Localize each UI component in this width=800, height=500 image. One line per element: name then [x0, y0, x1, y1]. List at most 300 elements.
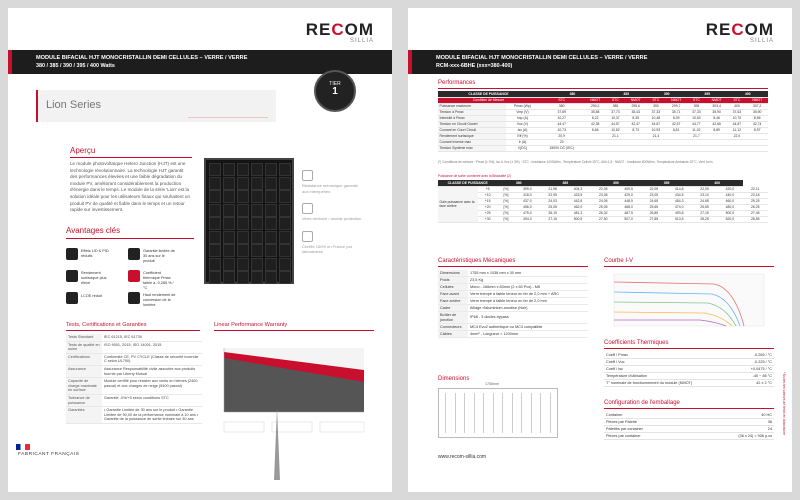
table-cell: 475,0	[515, 210, 540, 216]
cell-divider	[531, 393, 532, 433]
french-flag-icon	[16, 444, 30, 450]
table-cell: 25,65	[641, 204, 666, 210]
table-subheader-cell: STC	[606, 97, 625, 103]
panel-cell	[251, 177, 263, 190]
table-cell: 27,50	[591, 216, 616, 222]
table-cell: 8,73	[625, 127, 646, 133]
table-row	[66, 378, 202, 395]
table-cell: 37,73	[606, 109, 625, 115]
table-cell: 454,3	[667, 198, 692, 204]
vertical-note: *Toutes les valeurs de tests en laboratoire	[782, 372, 786, 435]
table-cell: +15	[478, 198, 497, 204]
advantage-item: Rendement surfacique plus élevé	[81, 271, 107, 285]
website-link[interactable]: www.recom-sillia.com	[438, 454, 487, 460]
recom-logo: RECOM SILLIA	[305, 20, 374, 44]
cell-divider	[445, 393, 446, 433]
stat-box	[320, 422, 364, 432]
table-cell: 11,12	[727, 127, 746, 133]
table-cell: 21,4	[646, 133, 665, 139]
table-cell: 434,5	[667, 192, 692, 198]
panel-cell	[279, 244, 291, 257]
row-group-label: Gain puissance avec la face arrière	[438, 186, 478, 222]
panel-cell	[223, 271, 235, 284]
banner-accent	[8, 50, 12, 74]
table-cell: Cadre	[438, 305, 468, 312]
table-cell: MC4 Evo2 authentique ou MC4 compatible	[468, 324, 588, 331]
table-row	[604, 380, 774, 387]
table-cell: 37,63	[727, 109, 746, 115]
table-header-cell: 390	[591, 180, 642, 186]
lcoe-icon	[66, 292, 78, 304]
table-cell: ISO 9001, 2015, ISO 14001, 2015	[102, 341, 202, 353]
cell-divider	[512, 393, 513, 433]
table-cell: Face arrière	[438, 298, 468, 305]
table-row	[438, 312, 588, 324]
table-cell: 10,93	[646, 127, 665, 133]
table-cell: 21,98	[540, 186, 565, 192]
panel-cell	[237, 190, 249, 203]
banner-title: MODULE BIFACIAL HJT MONOCRISTALLIN DEMI CELLULES – VERRE / VERRE	[36, 55, 248, 61]
pmax-icon	[128, 270, 140, 282]
panel-cell	[237, 204, 249, 217]
cell-divider	[464, 393, 465, 433]
table-header-cell: 380	[539, 91, 606, 97]
coefficients-divider	[604, 348, 774, 349]
light-conversion-icon	[128, 292, 140, 304]
table-row	[438, 277, 588, 284]
table-cell: Ir (A)	[506, 139, 539, 145]
table-cell: 520,0	[717, 216, 742, 222]
table-cell: 42,74	[746, 121, 768, 127]
panel-cell	[251, 190, 263, 203]
table-row	[66, 334, 202, 341]
table-cell: Courant en Court Circuit	[438, 127, 506, 133]
panel-cell	[265, 244, 277, 257]
table-cell: 37,89	[539, 109, 584, 115]
panel-cell	[209, 231, 221, 244]
panel-cell	[209, 244, 221, 257]
table-cell: [%]	[497, 186, 514, 192]
table-cell: 10,60	[687, 115, 706, 121]
table-subheader-cell: NMOT	[665, 97, 686, 103]
emballage-divider	[604, 408, 774, 409]
table-cell: Imp (A)	[506, 115, 539, 121]
table-cell: 22,05	[591, 186, 616, 192]
table-row	[604, 426, 774, 433]
panel-cell	[251, 258, 263, 271]
table-cell: 26,25	[743, 204, 768, 210]
table-cell: Courant Inverse max	[438, 139, 506, 145]
series-title: Lion Series	[46, 99, 102, 111]
panel-cell	[209, 258, 221, 271]
emballage-table	[604, 412, 774, 440]
table-cell	[706, 145, 727, 151]
table-cell: 22,11	[743, 186, 768, 192]
mecaniques-divider	[438, 266, 588, 267]
table-row	[604, 433, 774, 440]
solar-panel-image	[204, 158, 294, 284]
table-cell: • Garantie Limitée de 30 ans sur le produit • Garantie Limitée de 90,00 de la performance nominale à 10 ans • Garantie de la puissance de sortie linéaire sur 30 ans	[102, 407, 202, 424]
tests-divider	[66, 330, 200, 331]
table-cell: 1755 mm x 1038 mm x 30 mm	[468, 270, 588, 277]
table-cell: Capacité de charge maximale en surface	[66, 378, 102, 395]
table-cell: 456,0	[515, 204, 540, 210]
table-cell: Coeff / Isc	[604, 366, 737, 373]
table-subheader-cell: STC	[646, 97, 665, 103]
table-cell: IEC 61215, IEC 61730	[102, 334, 202, 341]
table-cell: 35,58	[584, 109, 605, 115]
table-cell: 8,46	[706, 115, 727, 121]
table-cell: Tension en Circuit Ouvert	[438, 121, 506, 127]
table-cell: +0,0475 / °C	[737, 366, 774, 373]
table-cell: -40 ~ 85 °C	[737, 373, 774, 380]
table-cell: 24,05	[591, 198, 616, 204]
iv-curve-chart	[604, 272, 780, 332]
table-cell: 385	[606, 103, 625, 109]
table-cell: 303,4	[706, 103, 727, 109]
performances-notes: (*) Conditions de mesure : Pmax (± 3%), Isc & Voc (± 3%) · STC : Irradiance 1000W/m², Température Cellule 25°C, AM=1,5 · NMOT : Irradiance 800W/m², Température Ambiante 20°C, Vent 1m/s	[438, 160, 713, 164]
coefficients-title: Coefficients Thermiques	[604, 340, 669, 346]
table-cell: 24,65	[641, 198, 666, 204]
banner-subtitle: 380 / 385 / 390 / 395 / 400 Watts	[36, 63, 115, 69]
table-cell: 442,8	[565, 198, 590, 204]
table-cell: 409,5	[616, 186, 641, 192]
table-cell: 10,82	[606, 127, 625, 133]
cell-divider	[455, 393, 456, 433]
table-cell: 36	[693, 419, 774, 426]
table-cell: Alliage d'aluminium anodisé (Noir)	[468, 305, 588, 312]
table-cell: 481,3	[565, 210, 590, 216]
avantages-divider	[66, 238, 194, 239]
warranty-chart	[214, 342, 374, 438]
table-row	[66, 353, 202, 365]
table-cell: 23,05	[641, 192, 666, 198]
table-cell: 44,67	[646, 121, 665, 127]
table-cell: 35,71	[665, 109, 686, 115]
cell-divider	[474, 393, 475, 433]
panel-cell	[251, 204, 263, 217]
advantage-item: Garantie limitée de 30 ans sur le produit	[143, 249, 175, 263]
advantage-item: Haut rendement de conversion de la lumière	[143, 293, 176, 307]
tests-title: Tests, Certifications et Garanties	[66, 322, 147, 328]
table-cell: 10,37	[606, 115, 625, 121]
table-cell: 25,05	[540, 204, 565, 210]
table-cell: 40 HC	[693, 412, 774, 419]
wind-load-icon	[302, 170, 313, 181]
table-cell: Tests Standard	[66, 334, 102, 341]
panel-cell	[265, 258, 277, 271]
table-cell: 20,9	[539, 133, 584, 139]
cell-divider	[521, 393, 522, 433]
table-cell: Conformité CE, PV CYCLE (Classe de sécurité incendie C selon UL790)	[102, 353, 202, 365]
table-cell: [%]	[497, 204, 514, 210]
bifacial-table	[438, 180, 768, 223]
table-cell: 24	[693, 426, 774, 433]
table-cell: 399,0	[515, 186, 540, 192]
panel-cell	[223, 163, 235, 176]
panel-cell	[251, 231, 263, 244]
table-cell: Pmax (Wp)	[506, 103, 539, 109]
panel-cell	[279, 163, 291, 176]
table-cell: 28,55	[743, 216, 768, 222]
panel-cell	[265, 231, 277, 244]
table-cell: Eff (%)	[506, 133, 539, 139]
panel-cell	[209, 163, 221, 176]
table-cell: 380	[539, 103, 584, 109]
table-cell: 390	[646, 103, 665, 109]
panel-cell	[209, 217, 221, 230]
table-cell: [%]	[497, 216, 514, 222]
panel-cell	[209, 177, 221, 190]
table-cell: 21,1	[606, 133, 625, 139]
table-cell: Intensité à Pmax	[438, 115, 506, 121]
table-cell: Boîtier de jonction	[438, 312, 468, 324]
panel-cell	[223, 217, 235, 230]
table-cell: 513,5	[667, 216, 692, 222]
table-cell: Garanties	[66, 407, 102, 424]
cell-divider	[493, 393, 494, 433]
mecaniques-table	[438, 270, 588, 338]
table-cell: [%]	[497, 210, 514, 216]
table-subheader-cell: STC	[539, 97, 584, 103]
table-cell: 23,10	[692, 192, 717, 198]
table-header-cell: 400	[692, 180, 743, 186]
panel-cell	[279, 190, 291, 203]
table-header-cell: 385	[540, 180, 591, 186]
table-cell: Pièces par container	[604, 433, 693, 440]
snow-load-icon	[302, 203, 313, 214]
cell-divider	[483, 393, 484, 433]
dimensions-title: Dimensions	[438, 376, 470, 382]
panel-cell	[223, 204, 235, 217]
table-cell	[646, 145, 665, 151]
table-row	[438, 305, 588, 312]
performances-table	[438, 91, 768, 152]
fabricant-francais: FABRICANT FRANÇAIS	[18, 452, 80, 457]
table-row	[66, 407, 202, 424]
panel-cell	[237, 177, 249, 190]
emballage-title: Configuration de l'emballage	[604, 400, 680, 406]
table-cell: Coeff / Voc	[604, 359, 737, 366]
warranty-chart-title: Linear Performance Warranty	[214, 322, 288, 328]
table-cell: Voc (V)	[506, 121, 539, 127]
table-cell: IP68 - 3 diodes bypass	[468, 312, 588, 324]
table-cell: 404,3	[565, 186, 590, 192]
table-cell: 35,90	[706, 109, 727, 115]
table-cell: 295,6	[625, 103, 646, 109]
series-box	[36, 90, 276, 122]
table-cell: Puissance maximum	[438, 103, 506, 109]
table-cell: -0,265 / °C	[737, 352, 774, 359]
panel-cell	[223, 190, 235, 203]
table-cell: 25,25	[743, 198, 768, 204]
panel-cell	[237, 231, 249, 244]
certificate-icon	[302, 231, 313, 242]
table-cell: -0,225 / °C	[737, 359, 774, 366]
table-cell: 8,22	[584, 115, 605, 121]
table-cell: Tolérance de puissance	[66, 394, 102, 406]
advantage-item: Effets LID & PID réduits	[81, 249, 109, 258]
table-cell: (36 x 24) = 936 p.cs	[693, 433, 774, 440]
table-cell: 42,57	[665, 121, 686, 127]
coefficients-table	[604, 352, 774, 387]
table-cell: 462,0	[565, 204, 590, 210]
table-cell: Garantie -0%/+5 selon conditions STC	[102, 394, 202, 406]
panel-cell	[279, 204, 291, 217]
table-row	[66, 365, 202, 377]
advantage-item: Coefficient thermique Pmax faible à -0,265 % / °C	[143, 271, 174, 290]
table-subheader-cell: NMOT	[584, 97, 605, 103]
tests-table	[66, 334, 202, 424]
table-cell: +20	[478, 204, 497, 210]
table-cell: 290,2	[584, 103, 605, 109]
table-cell: 37,33	[646, 109, 665, 115]
table-row	[438, 216, 768, 222]
table-cell: 42 ± 2 °C	[737, 380, 774, 387]
table-cell: 26,19	[540, 210, 565, 216]
table-header-cell: CLASSE DE PUISSANCE	[438, 180, 497, 186]
panel-cell	[265, 217, 277, 230]
table-cell: 437,0	[515, 198, 540, 204]
table-cell: 418,0	[515, 192, 540, 198]
side-icons: Résistance mécanique garantie aux intempéries Verre renforcé / double protection Certifié 100% en France par laboratoires	[302, 170, 362, 264]
avantages-title: Avantages clés	[66, 226, 121, 235]
table-header-cell: 395	[687, 91, 727, 97]
table-cell: Pièces par Palette	[604, 419, 693, 426]
table-header-cell: 380	[497, 180, 540, 186]
table-cell: Poids	[438, 277, 468, 284]
table-cell: 21,7	[687, 133, 706, 139]
table-cell: 8,66	[584, 127, 605, 133]
table-cell: 10,73	[539, 127, 584, 133]
table-cell: 307,2	[746, 103, 768, 109]
table-cell: 8,81	[665, 127, 686, 133]
table-cell: 26,85	[641, 210, 666, 216]
table-header-cell: 400	[727, 91, 768, 97]
bifacial-title: Puissance de sortie combinée avec la Bifacialité (2)	[438, 174, 511, 178]
panel-cell	[279, 217, 291, 230]
table-cell: 44,57	[606, 121, 625, 127]
table-cell: 400	[727, 103, 746, 109]
table-cell: 460,0	[717, 198, 742, 204]
table-cell: Face avant	[438, 291, 468, 298]
banner-subtitle: RCM-xxx-6BHE (xxx=380-400)	[436, 63, 513, 69]
panel-cell	[209, 190, 221, 203]
table-cell: 22,05	[641, 186, 666, 192]
apercu-text: Le module photovoltaïque Hetero Junction (HJT) est une technologie révolutionnaire. La technologie HJT garantit des performances élevées et une faible dégradation du module PV, améliorant considérablement la production d'énergie dans le temps. Le module de la série 'Lion' est la solution idéale pour les utilisateurs finaux qui souhaitent un produit PV de qualité et fiable dans le temps et un retour rapide sur investissement.	[70, 161, 191, 213]
dimensions-drawing	[438, 382, 558, 438]
table-cell: 28,25	[692, 216, 717, 222]
table-cell: 8,56	[746, 115, 768, 121]
table-cell: 22,0	[727, 133, 746, 139]
table-cell: 500,5	[565, 216, 590, 222]
table-cell: 44,87	[727, 121, 746, 127]
table-cell: Température d'utilisation	[604, 373, 737, 380]
table-cell: V(DC)	[506, 145, 539, 151]
cell-divider	[540, 393, 541, 433]
table-cell: 500,0	[717, 210, 742, 216]
table-cell: Rendement surfacique	[438, 133, 506, 139]
table-cell	[665, 145, 686, 151]
table-cell: Vmp (V)	[506, 109, 539, 115]
table-cell: 22,95	[540, 192, 565, 198]
table-cell: 44,47	[539, 121, 584, 127]
table-row	[438, 331, 588, 338]
table-cell: Tension Système max	[438, 145, 506, 151]
table-cell: Assurance	[66, 365, 102, 377]
apercu-divider	[70, 157, 192, 158]
panel-cell	[265, 177, 277, 190]
panel-cell	[251, 271, 263, 284]
table-cell: 420,0	[717, 186, 742, 192]
table-row	[66, 394, 202, 406]
table-subheader-cell: NMOT	[625, 97, 646, 103]
table-cell: 299,7	[665, 103, 686, 109]
courbe-divider	[604, 266, 774, 267]
table-cell: 42,66	[706, 121, 727, 127]
panel-cell	[237, 271, 249, 284]
lid-pid-icon	[66, 248, 78, 260]
table-cell: 448,5	[616, 198, 641, 204]
table-cell: 494,0	[515, 216, 540, 222]
table-cell: 44,77	[687, 121, 706, 127]
table-subheader-cell: NMOT	[746, 97, 768, 103]
product-banner	[408, 50, 792, 74]
panel-cell	[223, 177, 235, 190]
table-cell: 10,48	[646, 115, 665, 121]
table-cell: 27,85	[641, 216, 666, 222]
table-cell: 35,43	[625, 109, 646, 115]
table-cell: 8,35	[625, 115, 646, 121]
table-row	[604, 366, 774, 373]
panel-cell	[279, 231, 291, 244]
table-cell: Verre trempé à faible teneur en fer de 2,0 mm + ARC	[468, 291, 588, 298]
advantage-item: LCOE réduit	[81, 294, 102, 298]
right-page	[408, 8, 792, 492]
table-cell: 487,5	[616, 210, 641, 216]
width-label: 1755mm	[485, 382, 499, 386]
table-cell: Container	[604, 412, 693, 419]
table-cell: 440,0	[717, 192, 742, 198]
table-cell: 23,18	[743, 192, 768, 198]
panel-cell	[265, 190, 277, 203]
performances-divider	[438, 88, 768, 89]
table-cell: Connecteurs	[438, 324, 468, 331]
table-cell: Palettes par container	[604, 426, 693, 433]
panel-cell	[209, 204, 221, 217]
table-cell: 27,45	[743, 210, 768, 216]
mecaniques-title: Caractéristiques Mécaniques	[438, 258, 516, 264]
table-row	[66, 341, 202, 353]
panel-cell	[237, 244, 249, 257]
panel-cell	[279, 177, 291, 190]
table-cell: 42,38	[584, 121, 605, 127]
table-row	[604, 359, 774, 366]
table-subheader-cell: STC	[687, 97, 706, 103]
panel-cell	[265, 204, 277, 217]
panel-cell	[223, 258, 235, 271]
table-cell: 24,03	[540, 198, 565, 204]
table-cell	[727, 145, 746, 151]
table-header-cell: 390	[646, 91, 686, 97]
table-cell: 423,5	[565, 192, 590, 198]
table-cell: 8,39	[665, 115, 686, 121]
table-row	[438, 284, 588, 291]
table-row	[604, 373, 774, 380]
table-row	[438, 291, 588, 298]
efficiency-icon	[66, 270, 78, 282]
panel-cell	[209, 271, 221, 284]
